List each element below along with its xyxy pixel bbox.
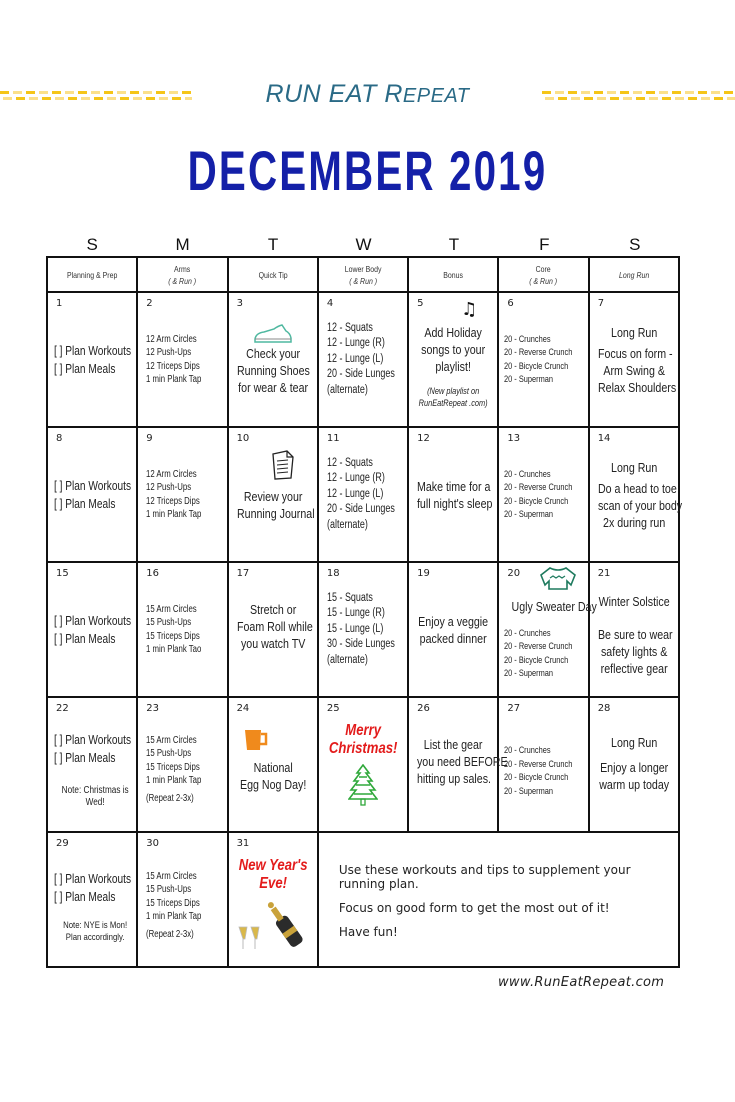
day-number: 3 <box>236 298 243 309</box>
workout-line: 12 Arm Circles <box>146 468 197 480</box>
day-cell[interactable] <box>228 832 318 967</box>
week-row <box>47 562 679 697</box>
dow-tue: T <box>267 235 279 254</box>
day-cell[interactable] <box>408 697 508 832</box>
day-cell[interactable] <box>498 292 588 427</box>
week-row <box>47 427 679 562</box>
tip-line: Stretch or <box>249 602 296 617</box>
workout-line: 15 Push-Ups <box>146 617 192 628</box>
tip-line: full night's sleep <box>417 495 493 511</box>
day-number: 7 <box>597 298 605 309</box>
tip-line: List the gear <box>423 737 483 752</box>
long-run-title: Long Run <box>610 324 657 340</box>
theme-lower-body: Lower Body ( & Run ) <box>318 257 408 292</box>
day-number: 16 <box>146 568 160 579</box>
day-number: 8 <box>56 433 63 444</box>
page-title: DECEMBER 2019 <box>187 139 548 202</box>
holiday-title: New Year's <box>238 857 308 874</box>
workout-line: 20 - Bicycle Crunch <box>504 360 569 372</box>
theme-row <box>47 257 679 292</box>
workout-line: 20 - Crunches <box>504 627 551 639</box>
workout-line: 15 - Lunge (L) <box>326 622 384 635</box>
day-number: 31 <box>236 838 250 849</box>
day-number: 22 <box>56 703 69 714</box>
workout-line: 1 min Plank Tap <box>146 509 202 520</box>
day-cell[interactable] <box>408 562 498 697</box>
day-cell[interactable] <box>498 427 588 562</box>
day-cell[interactable] <box>137 562 227 697</box>
workout-line: (alternate) <box>326 518 368 531</box>
shoe-icon <box>229 323 317 345</box>
holiday-title: Eve! <box>258 875 287 892</box>
day-number: 20 <box>507 568 521 579</box>
workout-line: 1 min Plank Tap <box>146 775 202 787</box>
tip-line: songs to your <box>421 342 486 357</box>
workout-line: (alternate) <box>326 383 368 396</box>
workout-line: 15 Triceps Dips <box>146 761 201 773</box>
workout-line: 20 - Superman <box>504 509 554 520</box>
tip-line: Enjoy a veggie <box>418 613 489 629</box>
workout-line: 12 - Lunge (R) <box>326 337 385 350</box>
day-number: 19 <box>417 568 430 579</box>
week-row <box>47 832 679 967</box>
theme-arms: Arms ( & Run ) <box>137 257 227 292</box>
champagne-icon <box>229 897 317 953</box>
note-line: Use these workouts and tips to supplement your running plan. <box>338 863 631 891</box>
day-number: 29 <box>56 838 69 849</box>
dow-sat: S <box>629 235 641 254</box>
day-number: 18 <box>326 568 340 579</box>
plan-meals-checkbox[interactable]: [ ] Plan Meals <box>54 495 116 511</box>
week-row <box>47 292 679 427</box>
workout-line: 12 Push-Ups <box>146 347 192 358</box>
day-cell[interactable] <box>498 697 588 832</box>
workout-line: 12 Arm Circles <box>146 333 197 345</box>
day-cell[interactable] <box>589 562 679 697</box>
day-cell[interactable] <box>318 697 408 832</box>
workout-line: 20 - Superman <box>504 374 554 385</box>
workout-line: 20 - Bicycle Crunch <box>504 772 569 783</box>
workout-line: 1 min Plank Tap <box>146 911 202 923</box>
workout-line: 12 Triceps Dips <box>146 360 201 372</box>
dow-mon: M <box>175 235 190 254</box>
workout-line: 20 - Bicycle Crunch <box>504 654 569 666</box>
tip-line: you watch TV <box>240 636 305 651</box>
tip-line: playlist! <box>435 359 472 374</box>
workout-line: 20 - Reverse Crunch <box>504 641 573 652</box>
day-cell[interactable] <box>228 292 318 427</box>
day-number: 30 <box>146 838 160 849</box>
workout-line: 12 - Squats <box>326 321 373 334</box>
day-number: 15 <box>56 568 69 579</box>
playlist-note: (New playlist on <box>427 386 480 396</box>
day-cell[interactable] <box>589 292 679 427</box>
tip-line: Arm Swing & <box>603 362 665 378</box>
tip-line: Be sure to wear <box>597 627 673 642</box>
tip-line: Check your <box>245 346 300 361</box>
plan-workouts-checkbox[interactable]: [ ] Plan Workouts <box>54 612 132 628</box>
brand-logo: RUN EAT REPEAT <box>265 80 470 108</box>
workout-line: 15 Arm Circles <box>146 734 197 746</box>
plan-workouts-checkbox[interactable]: [ ] Plan Workouts <box>54 870 132 886</box>
ugly-sweater-title: Ugly Sweater Day <box>511 598 598 614</box>
workout-line: 15 - Lunge (R) <box>326 607 385 620</box>
plan-workouts-checkbox[interactable]: [ ] Plan Workouts <box>54 477 132 493</box>
workout-line: 12 - Lunge (L) <box>326 352 384 365</box>
tip-line: packed dinner <box>419 630 487 646</box>
tip-line: hitting up sales. <box>417 771 492 786</box>
workout-line: 15 Push-Ups <box>146 748 192 760</box>
workout-line: (alternate) <box>326 653 368 666</box>
workout-line: 12 Push-Ups <box>146 482 192 493</box>
day-number: 10 <box>236 433 250 444</box>
day-number: 12 <box>417 433 430 444</box>
day-cell[interactable] <box>318 292 408 427</box>
christmas-note: Note: Christmas is <box>61 784 129 796</box>
theme-core: Core ( & Run ) <box>498 257 588 292</box>
website-link[interactable]: www.RunEatRepeat.com <box>498 975 665 990</box>
workout-line: 20 - Superman <box>504 785 554 797</box>
dow-thu: T <box>448 235 460 254</box>
day-cell[interactable] <box>228 427 318 562</box>
tip-line: Do a head to toe <box>597 480 677 496</box>
repeat-note: (Repeat 2-3x) <box>146 928 194 940</box>
day-number: 21 <box>597 568 611 579</box>
tip-line: you need BEFORE <box>417 754 508 769</box>
day-cell[interactable] <box>137 427 227 562</box>
tip-line: safety lights & <box>600 644 668 659</box>
day-number: 25 <box>326 703 340 714</box>
theme-planning: Planning & Prep <box>47 257 137 292</box>
workout-line: 1 min Plank Tap <box>146 374 202 385</box>
day-number: 2 <box>146 298 153 309</box>
note-line: Focus on good form to get the most out of it! <box>338 901 610 915</box>
workout-line: 15 Triceps Dips <box>146 897 201 909</box>
workout-line: 12 Triceps Dips <box>146 495 201 507</box>
long-run-title: Long Run <box>610 735 657 750</box>
day-number: 13 <box>507 433 521 444</box>
day-cell[interactable] <box>47 562 137 697</box>
day-number: 24 <box>236 703 250 714</box>
christmas-note: Wed! <box>85 796 105 808</box>
day-cell[interactable] <box>47 292 137 427</box>
christmas-tree-icon <box>319 764 407 808</box>
tip-line: 2x during run <box>602 514 665 530</box>
day-cell[interactable] <box>228 697 318 832</box>
day-cell[interactable] <box>228 562 318 697</box>
workout-line: 20 - Side Lunges <box>326 503 395 516</box>
day-cell[interactable] <box>408 427 498 562</box>
week-row <box>47 697 679 832</box>
day-number: 1 <box>56 298 63 309</box>
workout-line: 12 - Lunge (L) <box>326 487 384 500</box>
workout-line: 20 - Crunches <box>504 468 551 480</box>
repeat-note: (Repeat 2-3x) <box>146 792 194 804</box>
workout-line: 12 - Squats <box>326 456 373 469</box>
notes-box <box>318 832 679 967</box>
journal-icon <box>271 450 295 485</box>
theme-quick-tip: Quick Tip <box>228 257 318 292</box>
workout-line: 30 - Side Lunges <box>326 638 395 651</box>
workout-line: 20 - Bicycle Crunch <box>504 495 569 507</box>
tip-line: Add Holiday <box>424 325 483 340</box>
tip-line: Relax Shoulders <box>597 379 676 395</box>
day-cell[interactable] <box>589 697 679 832</box>
tip-line: Foam Roll while <box>236 619 313 634</box>
day-number: 11 <box>326 433 340 444</box>
nye-note: Note: NYE is Mon! <box>63 919 128 931</box>
holiday-title: Christmas! <box>328 740 398 757</box>
day-number: 17 <box>236 568 250 579</box>
holiday-title: Merry <box>345 722 381 739</box>
plan-meals-checkbox[interactable]: [ ] Plan Meals <box>54 749 116 765</box>
tip-line: for wear & tear <box>237 380 308 395</box>
workout-line: 15 Push-Ups <box>146 884 192 896</box>
day-number: 28 <box>597 703 611 714</box>
day-number: 6 <box>507 298 514 309</box>
tip-line: Enjoy a longer <box>599 760 668 775</box>
workout-line: 1 min Plank Tao <box>146 644 202 655</box>
tip-line: Focus on form - <box>597 345 673 361</box>
long-run-title: Long Run <box>610 459 657 475</box>
tip-line: Egg Nog Day! <box>239 776 306 792</box>
note-line: Have fun! <box>338 925 398 939</box>
music-notes-icon: ♫ <box>461 299 478 320</box>
workout-line: 15 Arm Circles <box>146 870 197 882</box>
day-cell[interactable] <box>137 697 227 832</box>
playlist-note: RunEatRepeat .com) <box>418 398 488 408</box>
dow-fri: F <box>539 235 550 254</box>
plan-meals-checkbox[interactable]: [ ] Plan Meals <box>54 888 116 904</box>
day-cell[interactable] <box>498 562 598 697</box>
workout-line: 20 - Reverse Crunch <box>504 482 573 493</box>
workout-line: 20 - Reverse Crunch <box>504 758 573 770</box>
tip-line: Make time for a <box>417 478 491 494</box>
day-cell[interactable] <box>318 427 408 562</box>
day-cell[interactable] <box>589 427 682 562</box>
day-cell[interactable] <box>137 832 227 967</box>
workout-line: 15 - Squats <box>326 591 373 604</box>
plan-meals-checkbox[interactable]: [ ] Plan Meals <box>54 360 116 376</box>
tip-line: reflective gear <box>600 661 668 676</box>
plan-workouts-checkbox[interactable]: [ ] Plan Workouts <box>54 342 132 358</box>
day-cell[interactable] <box>47 832 137 967</box>
workout-line: 15 Arm Circles <box>146 603 197 615</box>
day-cell[interactable] <box>408 292 498 427</box>
tip-line: National <box>253 759 293 775</box>
nye-note: Plan accordingly. <box>65 931 125 943</box>
plan-meals-checkbox[interactable]: [ ] Plan Meals <box>54 630 116 646</box>
day-number: 5 <box>417 298 424 309</box>
tip-line: scan of your body <box>597 497 682 513</box>
theme-bonus: Bonus <box>408 257 498 292</box>
day-number: 23 <box>146 703 160 714</box>
workout-line: 20 - Reverse Crunch <box>504 347 573 358</box>
day-number: 14 <box>597 433 611 444</box>
day-number: 26 <box>417 703 430 714</box>
day-number: 4 <box>326 298 334 309</box>
workout-line: 12 - Lunge (R) <box>326 472 385 485</box>
day-cell[interactable] <box>47 427 137 562</box>
day-cell[interactable] <box>47 697 137 832</box>
days-of-week-row <box>47 235 680 255</box>
tip-line: Running Journal <box>236 505 315 521</box>
solstice-title: Winter Solstice <box>598 594 670 609</box>
tip-line: Running Shoes <box>236 363 310 378</box>
workout-line: 20 - Side Lunges <box>326 368 395 381</box>
tip-line: Review your <box>243 488 303 504</box>
theme-long-run: Long Run <box>589 257 679 292</box>
workout-line: 20 - Crunches <box>504 745 551 756</box>
day-cell[interactable] <box>137 292 227 427</box>
workout-line: 20 - Superman <box>504 668 554 679</box>
day-number: 9 <box>146 433 153 444</box>
calendar-grid <box>46 256 680 968</box>
day-cell[interactable] <box>318 562 408 697</box>
dow-sun: S <box>86 235 98 254</box>
day-number: 27 <box>507 703 521 714</box>
plan-workouts-checkbox[interactable]: [ ] Plan Workouts <box>54 731 132 747</box>
workout-line: 15 Triceps Dips <box>146 630 201 642</box>
dow-wed: W <box>355 235 372 254</box>
tip-line: warm up today <box>598 777 669 792</box>
workout-line: 20 - Crunches <box>504 333 551 345</box>
